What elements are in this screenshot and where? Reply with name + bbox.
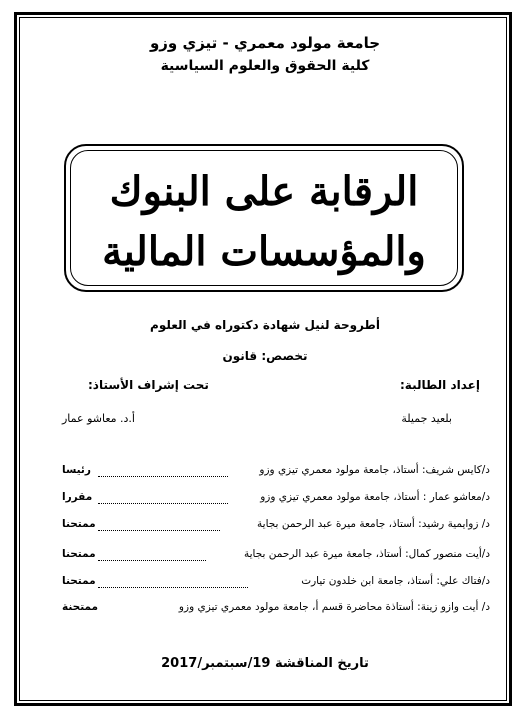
jury-member-role: ممتحنا [62,575,96,587]
dotted-leader [98,560,206,561]
dotted-leader [98,530,220,531]
thesis-type: أطروحة لنيل شهادة دكتوراه في العلوم [150,318,380,332]
jury-member-role: ممتحنة [62,601,99,613]
dotted-leader [98,587,248,588]
thesis-title-line-1: الرقابة على البنوك [109,168,419,215]
jury-member-name: د/فتاك علي: أستاذ، جامعة ابن خلدون تيارت [301,575,490,587]
defense-date: تاريخ المناقشة 19/سبتمبر/2017 [161,656,369,671]
specialty: تخصص: قانون [222,349,308,363]
jury-member-role: ممتحنا [62,518,96,530]
jury-member-name: د/كايس شريف: أستاذ، جامعة مولود معمري تيزي وزو [259,464,490,476]
dotted-leader [98,476,228,477]
jury-member-role: رئيسا [62,464,91,476]
dotted-leader [98,503,228,504]
faculty-name: كلية الحقوق والعلوم السياسية [160,58,370,74]
jury-member-name: د/معاشو عمار : أستاذ، جامعة مولود معمري تيزي وزو [260,491,490,503]
jury-member-role: ممتحنا [62,548,96,560]
jury-member-role: مقررا [62,491,93,503]
supervisor-label: تحت إشراف الأستاذ: [88,378,209,392]
jury-member-name: د/أيت منصور كمال: أستاذ، جامعة ميرة عبد الرحمن بجاية [244,548,490,560]
student-name: بلعيد جميلة [401,412,452,425]
supervisor-name: أ.د. معاشو عمار [62,412,135,425]
jury-member-name: د/ زوايمية رشيد: أستاذ، جامعة ميرة عبد الرحمن بجاية [257,518,490,530]
jury-member-name: د/ أيت وازو زينة: أستاذة محاضرة قسم أ، جامعة مولود معمري تيزي وزو [178,601,490,613]
prepared-by-label: إعداد الطالبة: [400,378,480,392]
thesis-title-line-2: والمؤسسات المالية [102,228,426,275]
university-name: جامعة مولود معمري - تيزي وزو [149,34,381,52]
